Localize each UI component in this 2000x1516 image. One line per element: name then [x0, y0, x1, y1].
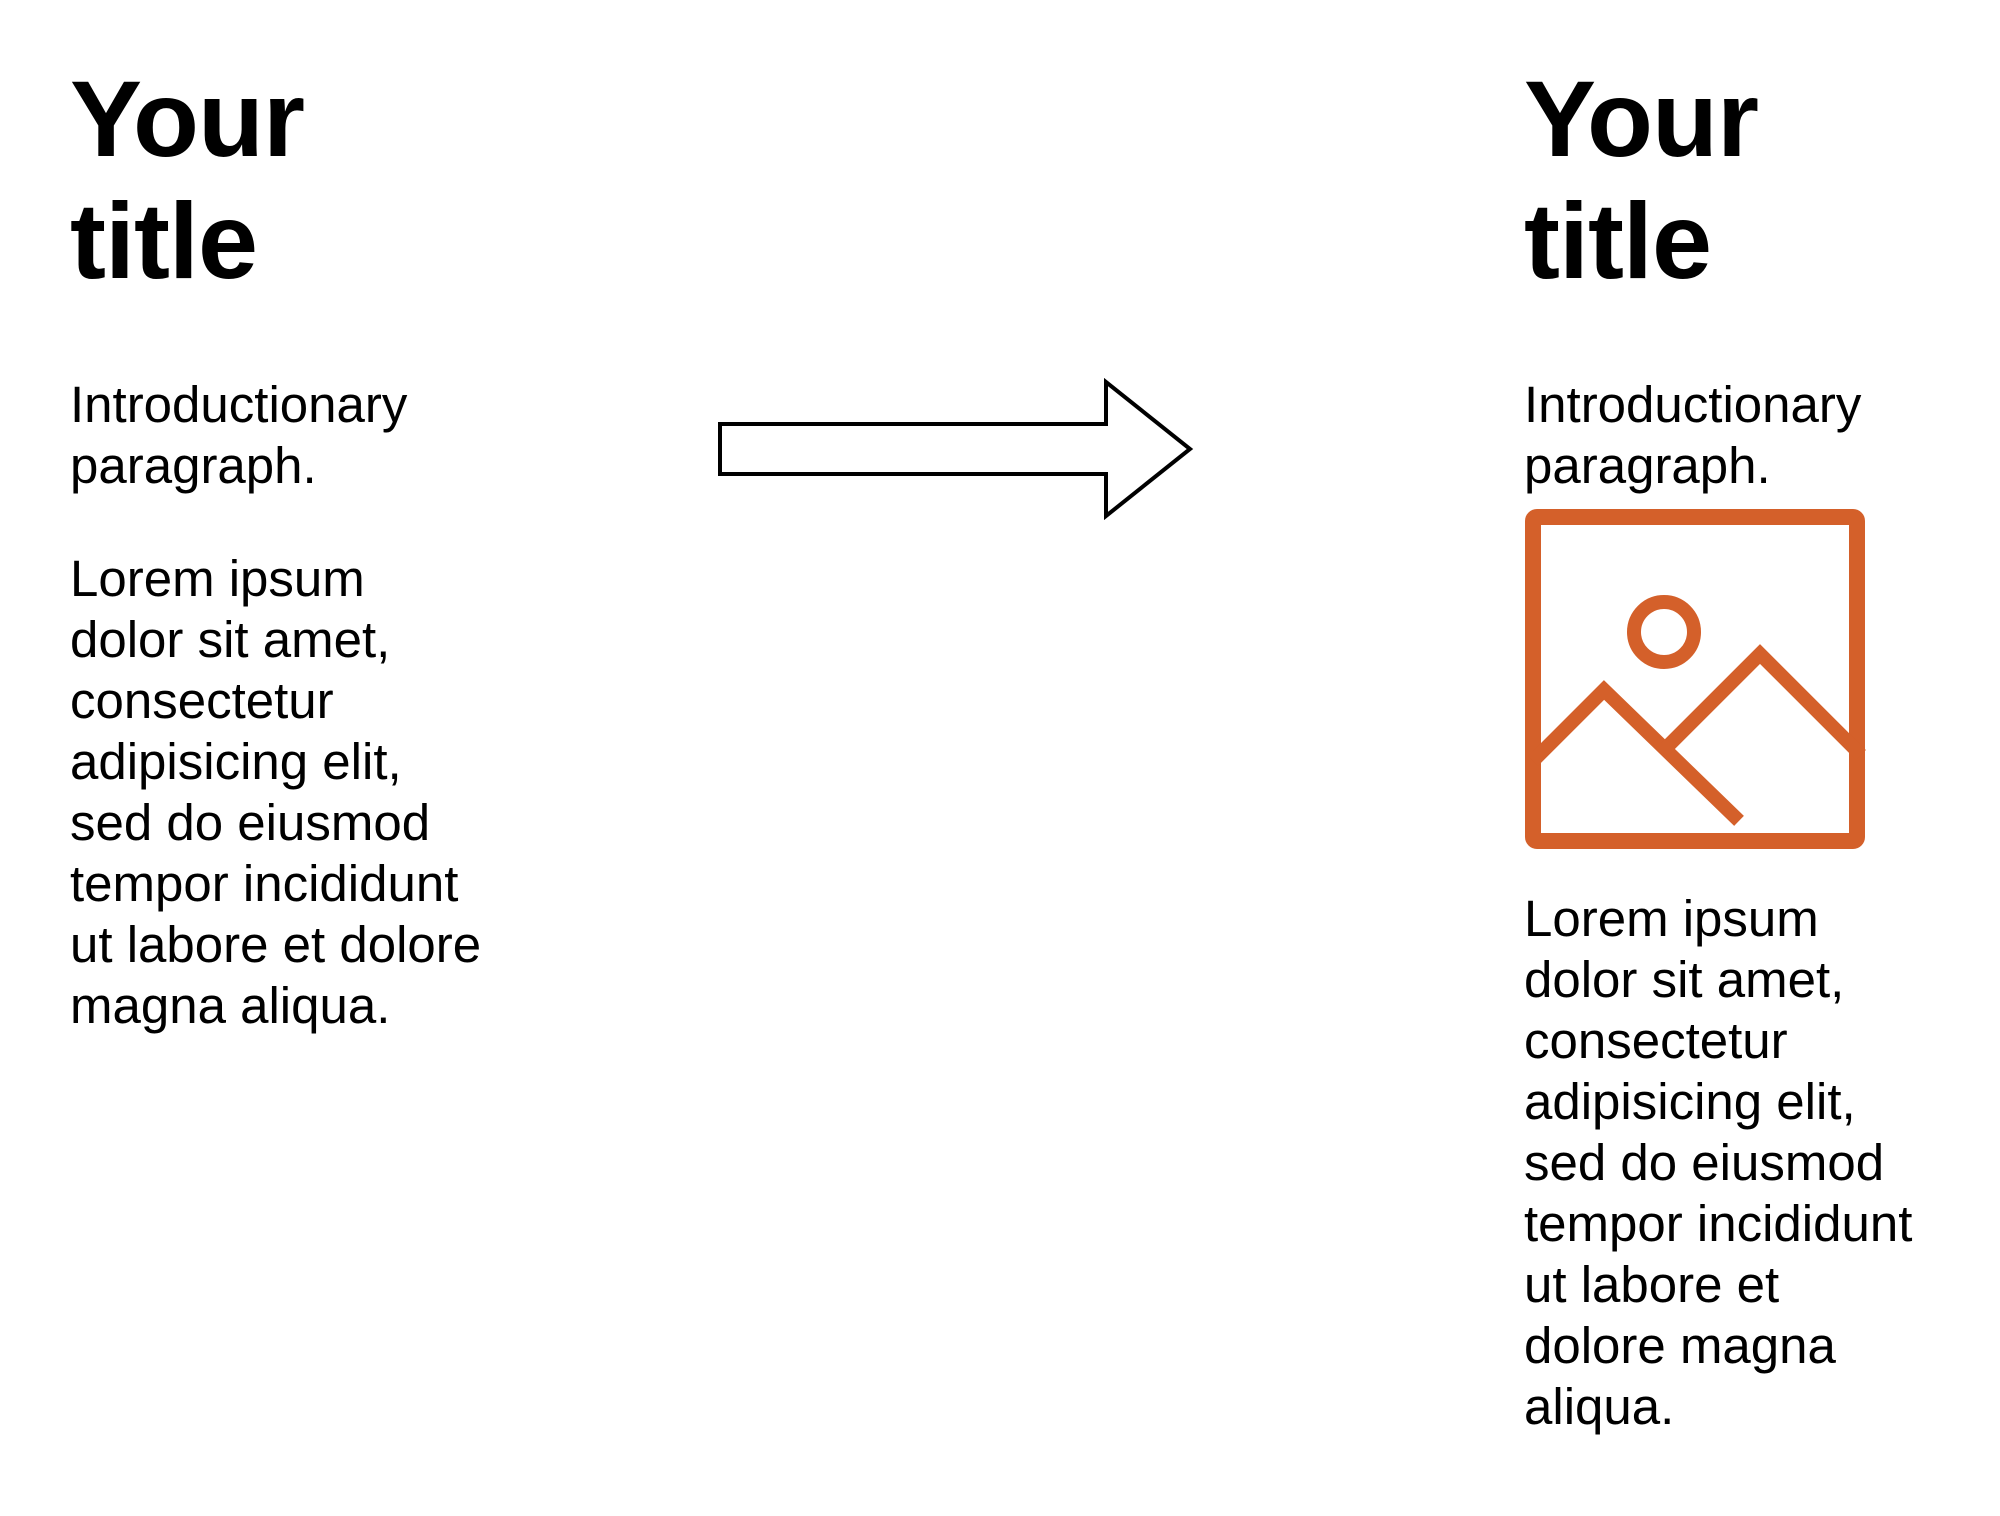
title-line: Your: [1524, 58, 1758, 179]
intro-paragraph-before: [70, 374, 407, 496]
body-paragraph-after: [1524, 888, 1912, 1437]
title-before: [70, 58, 304, 302]
body-line: dolore magna: [1524, 1317, 1836, 1374]
body-line: consectetur: [1524, 1012, 1788, 1069]
title-after: [1524, 58, 1758, 302]
body-line: tempor incididunt: [70, 855, 459, 912]
body-line: sed do eiusmod: [70, 794, 431, 851]
body-line: dolor sit amet,: [1524, 951, 1845, 1008]
image-placeholder-icon: [1524, 508, 1866, 850]
body-line: Lorem ipsum: [1524, 890, 1819, 947]
title-line: title: [1524, 180, 1712, 301]
body-line: tempor incididunt: [1524, 1195, 1913, 1252]
body-line: ut labore et: [1524, 1256, 1780, 1313]
intro-line: paragraph.: [70, 437, 317, 494]
intro-line: paragraph.: [1524, 437, 1771, 494]
intro-line: Introductionary: [1524, 376, 1862, 433]
title-line: title: [70, 180, 258, 301]
body-line: consectetur: [70, 672, 334, 729]
body-line: ut labore et dolore: [70, 916, 482, 973]
right-arrow-icon: [718, 378, 1194, 520]
body-line: adipisicing elit,: [70, 733, 402, 790]
body-line: adipisicing elit,: [1524, 1073, 1856, 1130]
title-line: Your: [70, 58, 304, 179]
intro-paragraph-after: [1524, 374, 1861, 496]
body-line: aliqua.: [1524, 1378, 1675, 1435]
body-line: sed do eiusmod: [1524, 1134, 1885, 1191]
body-line: dolor sit amet,: [70, 611, 391, 668]
body-line: magna aliqua.: [70, 977, 391, 1034]
body-line: Lorem ipsum: [70, 550, 365, 607]
intro-line: Introductionary: [70, 376, 408, 433]
body-paragraph-before: [70, 548, 481, 1036]
